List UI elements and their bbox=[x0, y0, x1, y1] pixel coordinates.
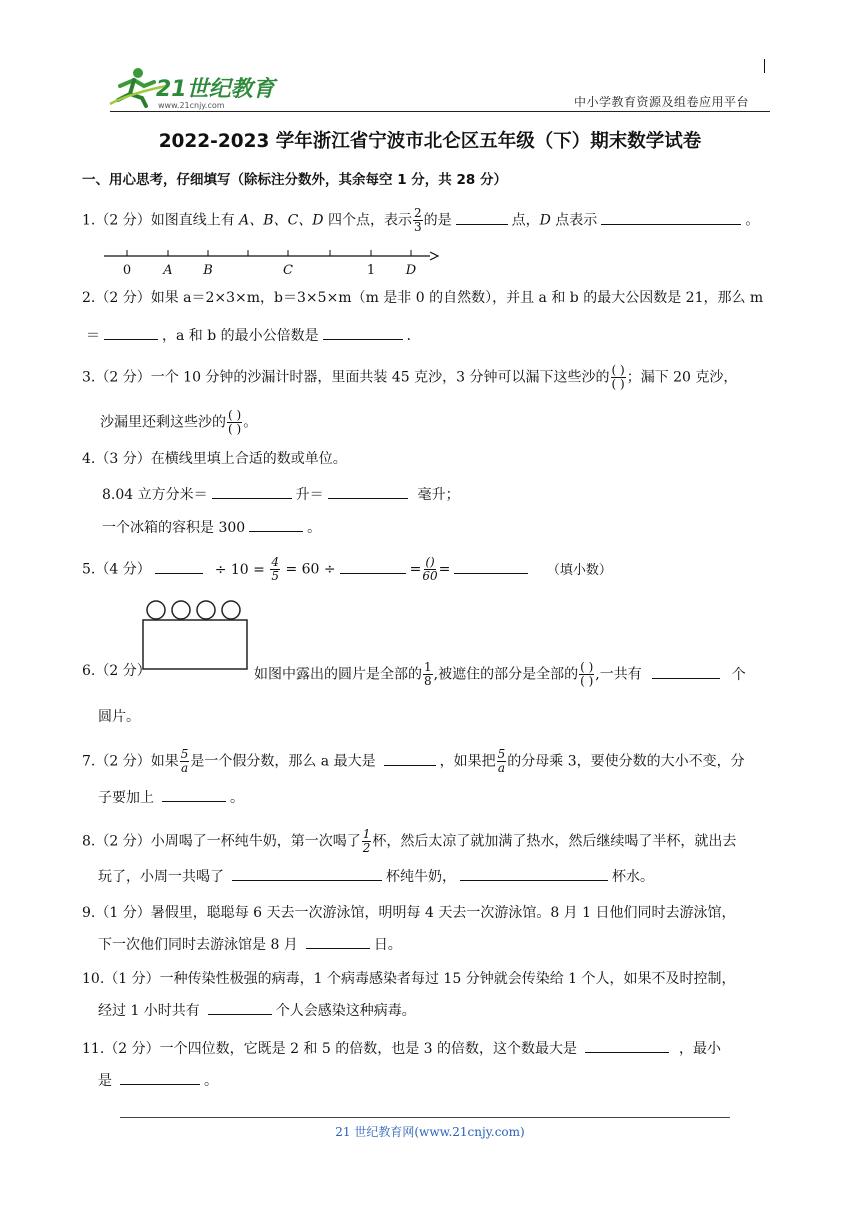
answer-blank[interactable] bbox=[456, 210, 508, 225]
answer-blank[interactable] bbox=[104, 325, 158, 340]
question-3-line2: 沙漏里还剩这些沙的 $\frac{( )}{( )}$ 。 bbox=[100, 408, 258, 436]
question-7-line2: 子要加上 。 bbox=[98, 787, 244, 808]
section-heading: 一、用心思考，仔细填写（除标注分数外，其余每空 1 分，共 28 分） bbox=[82, 172, 507, 188]
answer-blank[interactable] bbox=[460, 866, 608, 881]
answer-blank[interactable] bbox=[208, 1000, 272, 1015]
answer-blank[interactable] bbox=[652, 664, 720, 679]
question-1: 1.（2 分）如图直线上有 A、B、C、D 四个点，表示 $\frac{2}{3}$ 的是 点，D 点表示 。 bbox=[82, 206, 760, 234]
question-3: 3.（2 分）一个 10 分钟的沙漏计时器，里面共装 45 克沙，3 分钟可以漏下这些沙的 $\frac{( )}{( )}$ ；漏下 20 克沙， bbox=[82, 363, 738, 391]
answer-blank[interactable] bbox=[340, 559, 406, 574]
site-logo bbox=[108, 64, 283, 110]
tick-label-c: C bbox=[283, 263, 293, 278]
question-9-line2: 下一次他们同时去游泳馆是 8 月 日。 bbox=[98, 934, 402, 955]
question-10-line2: 经过 1 小时共有 个人会感染这种病毒。 bbox=[98, 1000, 416, 1021]
platform-name: 中小学教育资源及组卷应用平台 bbox=[574, 95, 750, 109]
logo-url: www.21cnjy.com bbox=[158, 101, 225, 110]
question-8: 8.（2 分）小周喝了一杯纯牛奶，第一次喝了 $\frac{1}{2}$ 杯，然后太凉了就加满了热水，然后继续喝了半杯，就出去 bbox=[82, 827, 737, 855]
question-11: 11.（2 分）一个四位数，它既是 2 和 5 的倍数，也是 3 的倍数，这个数最大是 ，最小 bbox=[82, 1038, 721, 1059]
answer-blank[interactable] bbox=[232, 866, 382, 881]
footer-text: 21 世纪教育网(www.21cnjy.com) bbox=[335, 1125, 525, 1139]
question-11-line2: 是 。 bbox=[98, 1070, 218, 1091]
answer-blank[interactable] bbox=[585, 1038, 669, 1053]
answer-blank[interactable] bbox=[249, 517, 303, 532]
logo-text: 21世纪教育 bbox=[156, 77, 275, 102]
answer-blank[interactable] bbox=[306, 934, 370, 949]
answer-blank[interactable] bbox=[384, 751, 436, 766]
question-6-text: 如图中露出的圆片是全部的 $\frac{1}{8}$ ,被遮住的部分是全部的 $\frac{( )}{( )}$ ,一共有 个 bbox=[254, 660, 746, 688]
answer-blank[interactable] bbox=[120, 1070, 200, 1085]
answer-blank[interactable] bbox=[162, 787, 226, 802]
header-divider bbox=[110, 111, 770, 112]
question-4-line2: 8.04 立方分米＝ 升＝ 毫升； bbox=[102, 484, 460, 505]
question-5: 5.（4 分） ÷ 10 = $\frac{4}{5}$ = 60 ÷ = $\frac{()}{60}$ = （填小数） bbox=[82, 555, 612, 583]
answer-blank[interactable] bbox=[328, 484, 408, 499]
tick-label-a: A bbox=[163, 263, 173, 278]
tick-label-d: D bbox=[405, 263, 417, 278]
answer-blank[interactable] bbox=[454, 559, 528, 574]
question-8-line2: 玩了，小周一共喝了 杯纯牛奶， 杯水。 bbox=[98, 866, 654, 887]
question-2-line2: ＝ ，a 和 b 的最小公倍数是 ． bbox=[86, 325, 421, 346]
answer-blank[interactable] bbox=[601, 210, 741, 225]
tick-label-b: B bbox=[203, 263, 213, 278]
answer-blank[interactable] bbox=[155, 559, 203, 574]
tick-label-1: 1 bbox=[366, 263, 376, 278]
question-7: 7.（2 分）如果 $\frac{5}{a}$ 是一个假分数，那么 a 最大是 ，如果把 $\frac{5}{a}$ 的分母乘 3，要使分数的大小不变，分 bbox=[82, 747, 745, 775]
question-4: 4.（3 分）在横线里填上合适的数或单位。 bbox=[82, 451, 347, 467]
number-line bbox=[100, 244, 440, 278]
question-4-line3: 一个冰箱的容积是 300 。 bbox=[102, 517, 321, 538]
question-10: 10.（1 分）一种传染性极强的病毒，1 个病毒感染者每过 15 分钟就会传染给 1 个人，如果不及时控制， bbox=[82, 971, 736, 987]
question-2: 2.（2 分）如果 a＝2×3×m，b＝3×5×m（m 是非 0 的自然数），并且 a 和 b 的最大公因数是 21，那么 m bbox=[82, 290, 764, 306]
circles-figure bbox=[140, 598, 252, 672]
footer-divider bbox=[120, 1117, 730, 1118]
question-6: 6.（2 分） bbox=[82, 663, 151, 679]
page-title: 2022-2023 学年浙江省宁波市北仑区五年级（下）期末数学试卷 bbox=[158, 131, 702, 152]
question-9: 9.（1 分）暑假里，聪聪每 6 天去一次游泳馆，明明每 4 天去一次游泳馆。8 月 1 日他们同时去游泳馆， bbox=[82, 905, 736, 921]
header-mark bbox=[764, 59, 765, 73]
answer-blank[interactable] bbox=[323, 325, 403, 340]
tick-label-0: 0 bbox=[122, 263, 132, 278]
answer-blank[interactable] bbox=[212, 484, 292, 499]
question-6-line2: 圆片。 bbox=[98, 709, 140, 725]
